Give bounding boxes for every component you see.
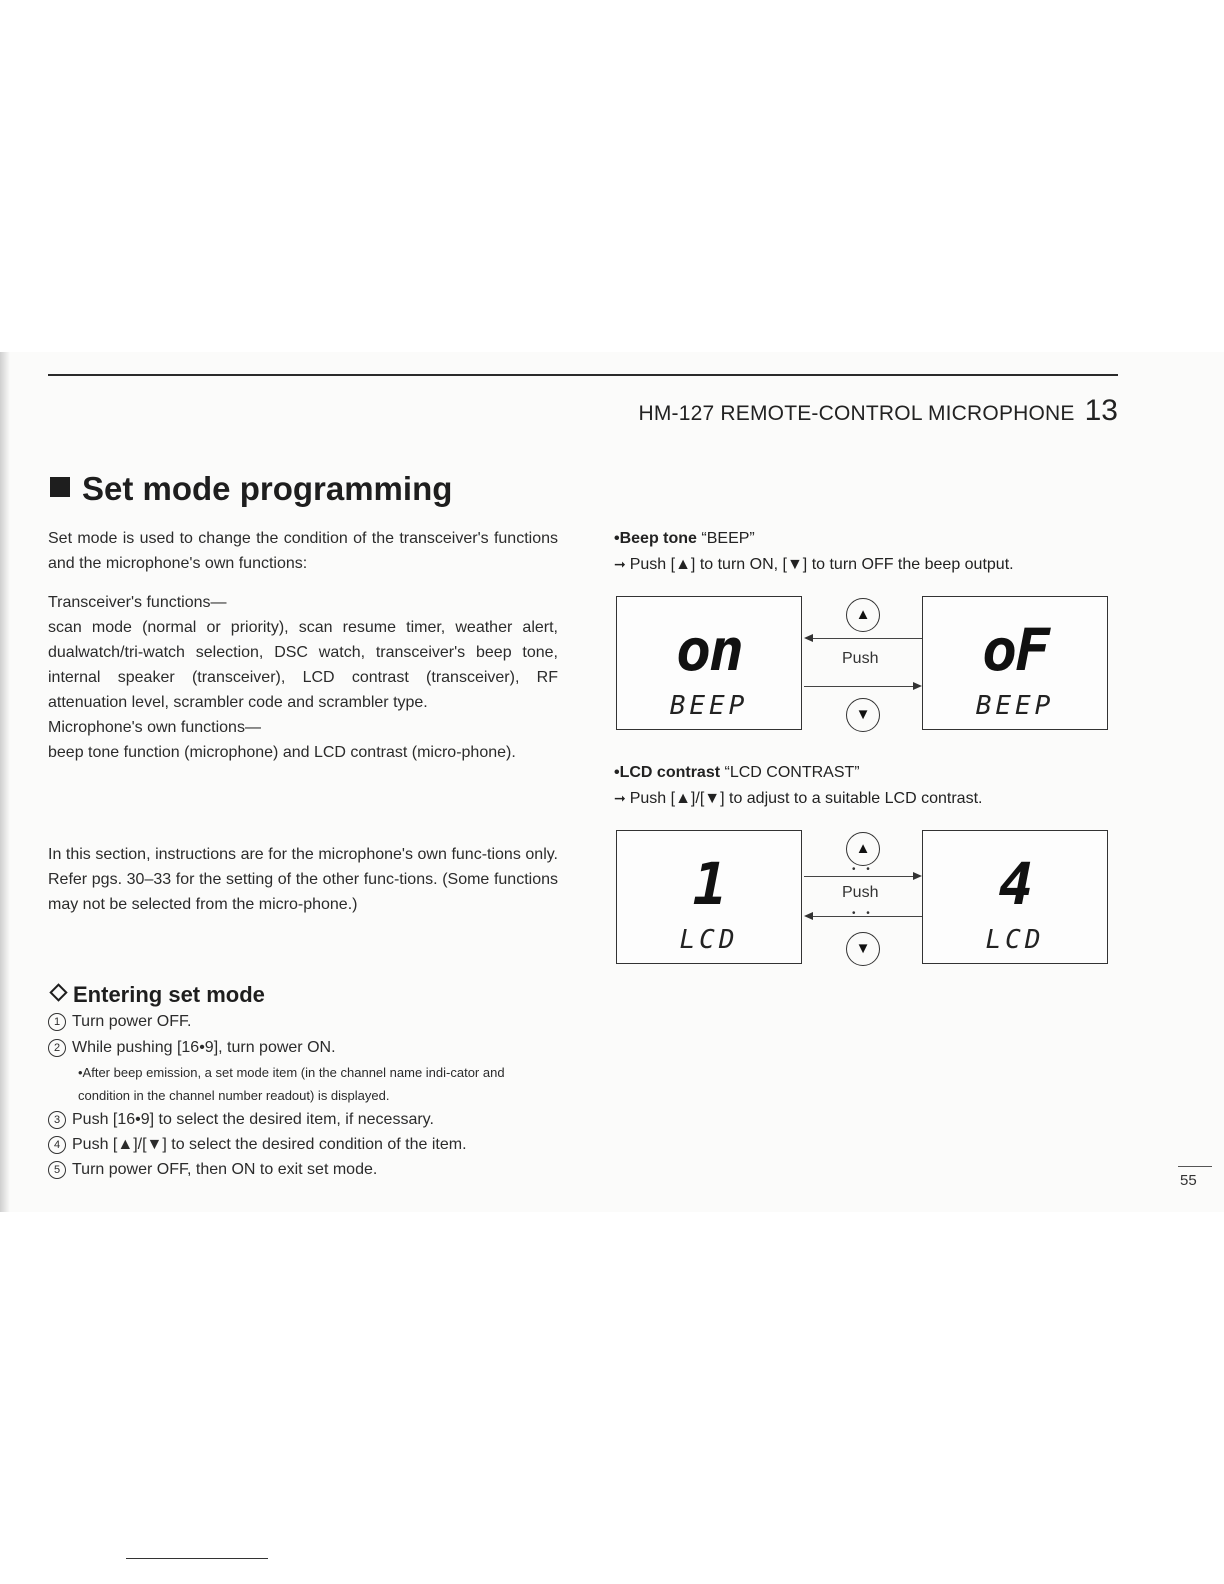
lcd-item-readout: BEEP xyxy=(669,691,749,721)
down-button-icon: ▼ xyxy=(846,932,880,966)
beep-tone-description xyxy=(614,556,1014,574)
transceiver-heading: Transceiver's functions— xyxy=(48,594,227,611)
arrow-right-head-icon xyxy=(913,682,922,690)
chapter-number: 13 xyxy=(1084,394,1118,427)
step-number-icon: 2 xyxy=(48,1039,66,1057)
footer-rule xyxy=(126,1558,268,1559)
lcd-title-rest: “LCD CONTRAST” xyxy=(720,764,860,781)
lcd-contrast-1 xyxy=(616,830,802,964)
step-5 xyxy=(48,1158,377,1182)
section-title-text: Set mode programming xyxy=(82,470,453,507)
transceiver-list: scan mode (normal or priority), scan resume timer, weather alert, dualwatch/tri-watch selection, DSC watch, transceiver's beep tone, internal speaker (transceiver), LCD contrast (transceiver), RF attenuation level, scrambler code and scrambler type. xyxy=(48,619,558,711)
beep-lcd-on xyxy=(616,596,802,730)
entering-title-text: Entering set mode xyxy=(73,982,265,1007)
beep-title-bold: •Beep tone xyxy=(614,530,697,547)
chapter-title: HM-127 REMOTE-CONTROL MICROPHONE xyxy=(638,402,1075,425)
arrow-right-head-icon xyxy=(913,872,922,880)
dots-lower: • • xyxy=(852,908,874,919)
beep-desc-text: Push [▲] to turn ON, [▼] to turn OFF the beep output. xyxy=(629,556,1014,573)
step-text: Push [16•9] to select the desired item, if necessary. xyxy=(72,1111,434,1128)
lcd-contrast-description xyxy=(614,790,982,808)
lcd-item-readout: BEEP xyxy=(975,691,1055,721)
step-text: Turn power OFF. xyxy=(72,1013,192,1030)
beep-lcd-off xyxy=(922,596,1108,730)
page-number: 55 xyxy=(1180,1172,1197,1189)
intro-text: Set mode is used to change the condition of the transceiver's functions and the microphone's own functions: xyxy=(48,530,558,572)
intro-paragraph xyxy=(48,526,558,576)
lcd-main-readout: oF xyxy=(982,616,1048,684)
beep-tone-title xyxy=(614,530,755,548)
lcd-contrast-title xyxy=(614,764,860,782)
header-rule xyxy=(48,374,1118,376)
lcd-item-readout: LCD xyxy=(985,925,1045,955)
arrow-left-icon xyxy=(804,912,813,920)
square-bullet-icon xyxy=(50,477,70,497)
step-number-icon: 3 xyxy=(48,1111,66,1129)
beep-title-rest: “BEEP” xyxy=(696,530,755,547)
note-text: In this section, instructions are for the microphone's own func-tions only. Refer pgs. 30–33 for the setting of the other func-tions. (Some functions may not be selected from the micro-phone.) xyxy=(48,846,558,913)
lcd-item-readout: LCD xyxy=(679,925,739,955)
step-1 xyxy=(48,1010,191,1034)
lcd-title-bold: •LCD contrast xyxy=(614,764,721,781)
lcd-desc-text: Push [▲]/[▼] to adjust to a suitable LCD contrast. xyxy=(629,790,983,807)
push-label: Push xyxy=(842,884,879,901)
lcd-main-readout: 4 xyxy=(998,850,1032,918)
chapter-header xyxy=(540,394,1118,428)
entering-set-mode-title xyxy=(48,982,265,1008)
lcd-main-readout: on xyxy=(676,616,742,684)
step-3 xyxy=(48,1108,434,1132)
up-button-icon: ▲ xyxy=(846,832,880,866)
microphone-list: beep tone function (microphone) and LCD contrast (micro-phone). xyxy=(48,744,516,761)
down-button-icon: ▼ xyxy=(846,698,880,732)
diamond-icon xyxy=(49,983,67,1001)
step-text: While pushing [16•9], turn power ON. xyxy=(72,1039,336,1056)
note-paragraph xyxy=(48,842,558,917)
step-2 xyxy=(48,1036,336,1060)
section-title xyxy=(50,470,452,508)
arrow-line-to-on xyxy=(812,638,922,639)
arrow-right-icon: ➞ xyxy=(614,790,626,806)
functions-block xyxy=(48,590,558,765)
arrow-line-down xyxy=(812,916,922,917)
dots-upper: • • xyxy=(852,864,874,875)
step-4 xyxy=(48,1133,467,1157)
step-text: Push [▲]/[▼] to select the desired condition of the item. xyxy=(72,1136,467,1153)
step-number-icon: 4 xyxy=(48,1136,66,1154)
step-number-icon: 5 xyxy=(48,1161,66,1179)
step-number-icon: 1 xyxy=(48,1013,66,1031)
lcd-main-readout: 1 xyxy=(692,850,726,918)
up-button-icon: ▲ xyxy=(846,598,880,632)
arrow-right-icon: ➞ xyxy=(614,556,626,572)
step-2-note: •After beep emission, a set mode item (in the channel name indi-cator and condition in the channel number readout) is displayed. xyxy=(78,1065,505,1103)
microphone-heading: Microphone's own functions— xyxy=(48,719,261,736)
step-text: Turn power OFF, then ON to exit set mode. xyxy=(72,1161,378,1178)
lcd-contrast-4 xyxy=(922,830,1108,964)
arrow-line-up xyxy=(804,876,914,877)
arrow-line-to-off xyxy=(804,686,914,687)
page-number-rule xyxy=(1178,1166,1212,1167)
push-label: Push xyxy=(842,650,879,667)
arrow-left-icon xyxy=(804,634,813,642)
